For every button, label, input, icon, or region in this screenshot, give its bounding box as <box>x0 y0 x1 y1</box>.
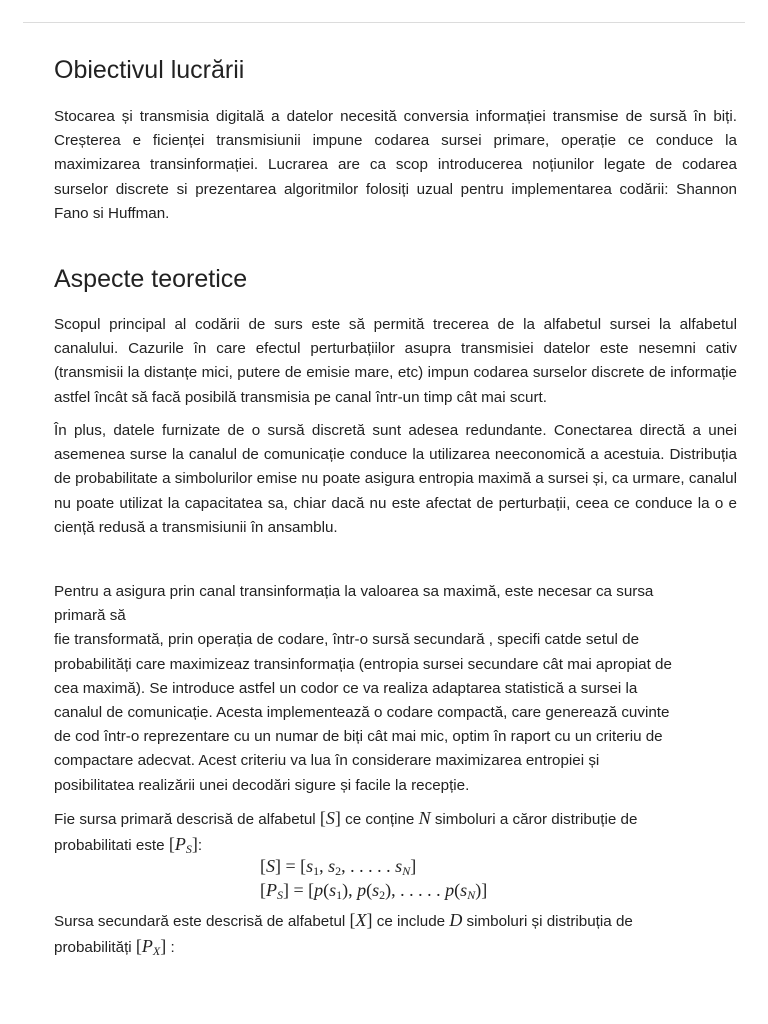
text-run: Fie sursa primară descrisă de alfabetul <box>54 811 320 828</box>
theory-paragraph-4 <box>54 806 737 858</box>
paragraph-line: fie transformată, prin operația de codare, într-o sursă secundară , specifi catde setul de <box>54 631 640 649</box>
theory-paragraph-2: În plus, datele furnizate de o sursă discretă sunt adesea redundante. Conectarea directă a unei asemenea surse la canalul de comunicație conduce la utilizarea neeconomică a acestuia. Distribuția de probabilitate a simbolurilor emise nu poate asigura entropia maximă a sursei și, ca urmare, canalul nu poate utilizat la capacitatea sa, chiar dacă nu este afectat de perturbații, ceea ce conduce la o e ciență redusă a transmisiunii în ansamblu. <box>54 422 737 536</box>
text-run: simboluri a căror distribuție de <box>430 811 638 828</box>
text-run: ce include <box>372 913 450 930</box>
text-run: Sursa secundară este descrisă de alfabetul <box>54 913 350 930</box>
text-run: probabilități <box>54 939 136 957</box>
text-run: simboluri și distribuția de <box>462 913 633 930</box>
paragraph-line: canalul de comunicație. Acesta implementează o codare compactă, care generează cuvinte <box>54 704 670 722</box>
paragraph-line: Pentru a asigura prin canal transinformația la valoarea sa maximă, este necesar ca sursa <box>54 583 654 600</box>
section-title-theory: Aspecte teoretice <box>54 265 248 293</box>
paragraph-line: primară să <box>54 607 126 625</box>
text-run: : <box>166 939 175 957</box>
math-PX: $[P_X]$ <box>135 936 167 959</box>
paragraph-line: de cod într-o reprezentare cu un numar de biți cât mai mic, optim în raport cu un criteriu de <box>54 728 663 746</box>
theory-paragraph-5 <box>54 908 737 960</box>
paragraph-line: cea maximă). Se introduce astfel un codor ce va realiza adaptarea statistică a sursei la <box>54 679 638 697</box>
top-divider <box>23 22 745 23</box>
equation-source-alphabet: $[S] = [s_1$, $s_2$, . . . . . $s_N$] <box>260 856 417 878</box>
text-run: ce conține <box>340 811 419 828</box>
math-alphabet-X: [X] <box>349 910 373 930</box>
math-D: D <box>449 910 463 930</box>
section-title-objective: Obiectivul lucrării <box>54 56 245 84</box>
text-run: : <box>197 837 203 855</box>
equation-source-probabilities: $[P_S] = [p(s_1)$, $p(s_2)$, . . . . . $p(s_N)$] <box>260 880 488 902</box>
math-PS: $[P_S]$ <box>168 834 198 857</box>
math-alphabet-S: [S] <box>319 808 341 828</box>
paragraph-line: probabilități care maximizeaz transinformația (entropia sursei secundare cât mai apropiat de <box>54 655 672 673</box>
theory-paragraph-1: Scopul principal al codării de surs este să permită trecerea de la alfabetul sursei la alfabetul canalului. Cazurile în care efectul perturbațiilor asupra transmisiei datelor este nesemni cativ (transmisii la distanțe mici, putere de emisie mare, etc) impun codarea surselor discrete de informație astfel încât să facă posibilă transmisia pe canal într-un timp cât mai scurt. <box>54 316 737 406</box>
text-run: probabilitati este <box>54 837 169 855</box>
paragraph-line: posibilitatea realizării unei decodări sigure și facile la recepție. <box>54 776 470 794</box>
paragraph-line: compactare adecvat. Acest criteriu va lua în considerare maximizarea entropiei și <box>54 752 600 770</box>
math-N: N <box>418 808 431 828</box>
objective-paragraph: Stocarea și transmisia digitală a datelor necesită conversia informației transmise de sursă în biți. Creșterea e ficienței transmisiunii impune codarea sursei primare, operație ce conduce la maximizarea transinformației. Lucrarea are ca scop introducerea noțiunilor legate de codarea surselor discrete si prezentarea algoritmilor folosiți uzual pentru implementarea codării: Shannon Fano si Huffman. <box>54 108 737 222</box>
theory-paragraph-3 <box>54 580 737 798</box>
